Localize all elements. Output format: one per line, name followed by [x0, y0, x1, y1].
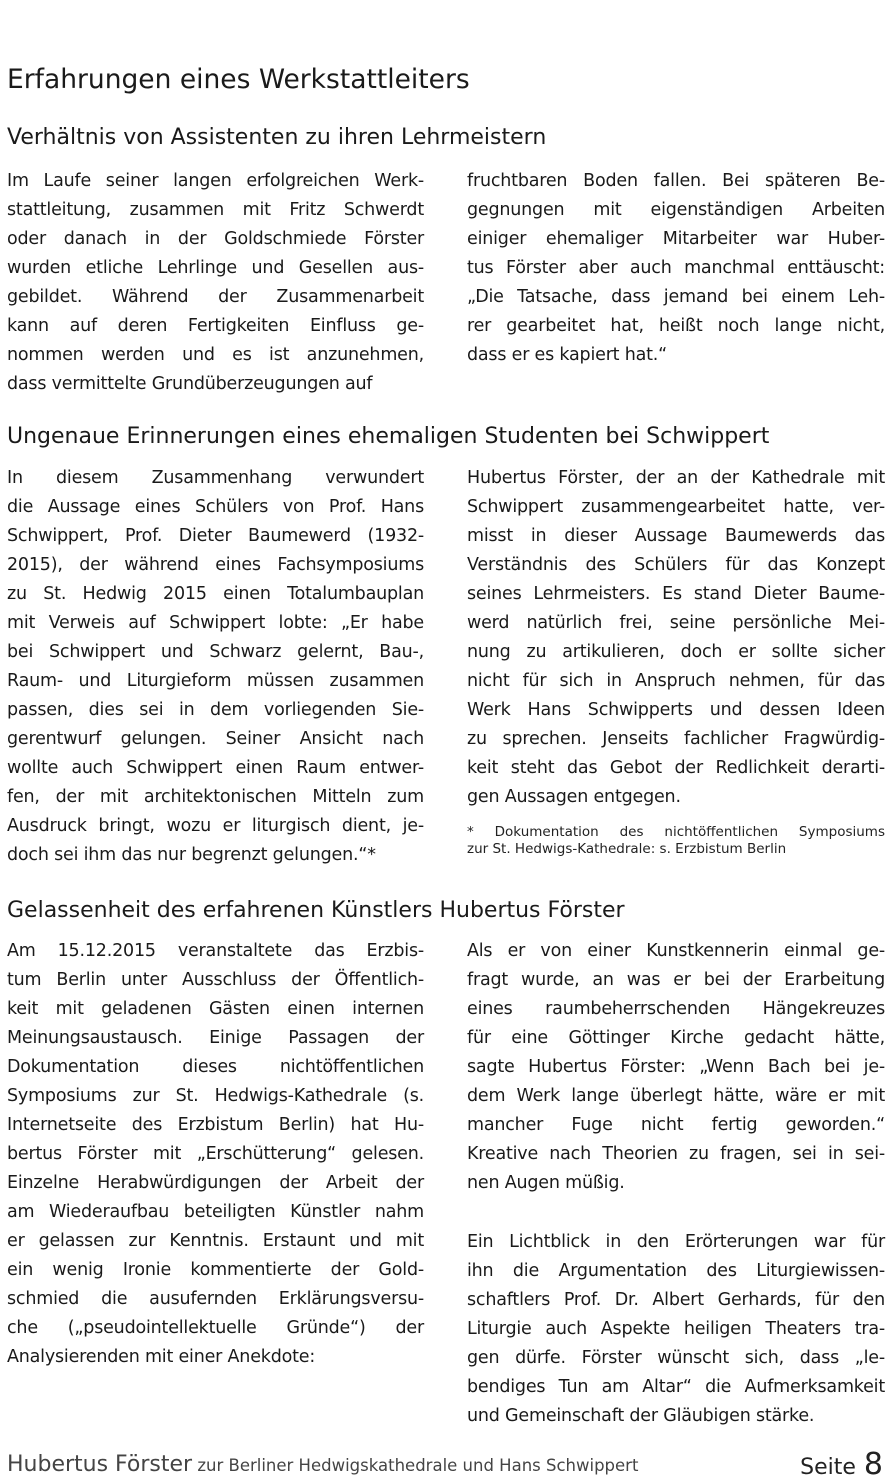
- text-line: Symposiums zur St. Hedwigs-Kathedrale (s.: [7, 1086, 424, 1106]
- text-line: fen, der mit architektonischen Mitteln zum: [7, 787, 424, 807]
- section-2-left-column: [7, 464, 424, 870]
- text-line: Analysierenden mit einer Anekdote:: [7, 1347, 316, 1367]
- text-line: zu sprechen. Jenseits fachlicher Fragwürdig-: [467, 729, 885, 749]
- text-line: nicht für sich in Anspruch nehmen, für das: [467, 671, 885, 691]
- text-line: ihn die Argumentation des Liturgiewissen-: [467, 1261, 885, 1281]
- text-line: * Dokumentation des nichtöffentlichen Symposiums: [467, 824, 885, 840]
- page-label: Seite: [800, 1455, 856, 1480]
- section-1-left-column: [7, 167, 424, 399]
- text-line: Hubertus Förster, der an der Kathedrale mit: [467, 468, 885, 488]
- text-line: tum Berlin unter Ausschluss der Öffentlich-: [7, 970, 424, 990]
- text-line: schaftlers Prof. Dr. Albert Gerhards, für den: [467, 1290, 885, 1310]
- text-line: dem Werk lange überlegt hätte, wäre er mit: [467, 1086, 885, 1106]
- text-line: Am 15.12.2015 veranstaltete das Erzbis-: [7, 941, 424, 961]
- section-2-right-column: [467, 464, 885, 812]
- text-line: Schwippert, Prof. Dieter Baumewerd (1932-: [7, 526, 424, 546]
- text-line: che („pseudointellektuelle Gründe“) der: [7, 1318, 424, 1338]
- text-line: sagte Hubertus Förster: „Wenn Bach bei je-: [467, 1057, 885, 1077]
- text-line: er gelassen zur Kenntnis. Erstaunt und mit: [7, 1231, 424, 1251]
- text-line: bei Schwippert und Schwarz gelernt, Bau-,: [7, 642, 424, 662]
- footnote: [467, 824, 885, 858]
- text-line: fruchtbaren Boden fallen. Bei späteren Be-: [467, 171, 885, 191]
- text-line: doch sei ihm das nur begrenzt gelungen.“*: [7, 845, 376, 865]
- text-line: und Gemeinschaft der Gläubigen stärke.: [467, 1406, 815, 1426]
- text-line: nung zu artikulieren, doch er sollte sicher: [467, 642, 885, 662]
- text-line: zu St. Hedwig 2015 einen Totalumbauplan: [7, 584, 424, 604]
- page-number: [800, 1447, 883, 1482]
- text-line: mit Verweis auf Schwippert lobte: „Er habe: [7, 613, 424, 633]
- text-line: wollte auch Schwippert einen Raum entwer-: [7, 758, 424, 778]
- text-line: Verständnis des Schülers für das Konzept: [467, 555, 885, 575]
- text-line: werd natürlich frei, seine persönliche Mei-: [467, 613, 885, 633]
- text-line: Ein Lichtblick in den Erörterungen war für: [467, 1232, 885, 1252]
- page-title: Erfahrungen eines Werkstattleiters: [7, 64, 470, 95]
- text-line: schmied die ausufernden Erklärungsversu-: [7, 1289, 424, 1309]
- text-line: rer gearbeitet hat, heißt noch lange nicht,: [467, 316, 885, 336]
- text-line: Als er von einer Kunstkennerin einmal ge-: [467, 941, 885, 961]
- text-line: dass vermittelte Grundüberzeugungen auf: [7, 374, 373, 394]
- text-line: gegnungen mit eigenständigen Arbeiten: [467, 200, 885, 220]
- text-line: fragt wurde, an was er bei der Erarbeitung: [467, 970, 885, 990]
- text-line: gebildet. Während der Zusammenarbeit: [7, 287, 424, 307]
- text-line: die Aussage eines Schülers von Prof. Hans: [7, 497, 424, 517]
- text-line: wurden etliche Lehrlinge und Gesellen aus-: [7, 258, 424, 278]
- section-3-right-paragraph-1: [467, 937, 885, 1198]
- text-line: In diesem Zusammenhang verwundert: [7, 468, 424, 488]
- section-heading-gelassenheit: Gelassenheit des erfahrenen Künstlers Hubertus Förster: [7, 898, 625, 923]
- footer-title: [7, 1452, 638, 1477]
- text-line: dass er es kapiert hat.“: [467, 345, 668, 365]
- text-line: eines raumbeherrschenden Hängekreuzes: [467, 999, 885, 1019]
- text-line: für eine Göttinger Kirche gedacht hätte,: [467, 1028, 885, 1048]
- text-line: nommen werden und es ist anzunehmen,: [7, 345, 424, 365]
- text-line: passen, dies sei in dem vorliegenden Sie-: [7, 700, 424, 720]
- text-line: Meinungsaustausch. Einige Passagen der: [7, 1028, 424, 1048]
- text-line: 2015), der während eines Fachsymposiums: [7, 555, 424, 575]
- text-line: Internetseite des Erzbistum Berlin) hat Hu-: [7, 1115, 424, 1135]
- text-line: zur St. Hedwigs-Kathedrale: s. Erzbistum Berlin: [467, 841, 787, 857]
- section-heading-erinnerungen: Ungenaue Erinnerungen eines ehemaligen Studenten bei Schwippert: [7, 424, 770, 449]
- text-line: seines Lehrmeisters. Es stand Dieter Baume-: [467, 584, 885, 604]
- text-line: misst in dieser Aussage Baumewerds das: [467, 526, 885, 546]
- text-line: keit steht das Gebot der Redlichkeit derarti-: [467, 758, 885, 778]
- footer-author: Hubertus Förster: [7, 1452, 193, 1477]
- text-line: gerentwurf gelungen. Seiner Ansicht nach: [7, 729, 424, 749]
- text-line: Einzelne Herabwürdigungen der Arbeit der: [7, 1173, 424, 1193]
- section-heading-assistenten: Verhältnis von Assistenten zu ihren Lehrmeistern: [7, 125, 547, 150]
- text-line: Dokumentation dieses nichtöffentlichen: [7, 1057, 424, 1077]
- text-line: gen dürfe. Förster wünscht sich, dass „le-: [467, 1348, 885, 1368]
- text-line: mancher Fuge nicht fertig geworden.“: [467, 1115, 885, 1135]
- text-line: Werk Hans Schwipperts und dessen Ideen: [467, 700, 885, 720]
- text-line: stattleitung, zusammen mit Fritz Schwerdt: [7, 200, 424, 220]
- text-line: „Die Tatsache, dass jemand bei einem Leh-: [467, 287, 885, 307]
- text-line: Ausdruck bringt, wozu er liturgisch dient, je-: [7, 816, 424, 836]
- text-line: Raum- und Liturgieform müssen zusammen: [7, 671, 424, 691]
- text-line: keit mit geladenen Gästen einen internen: [7, 999, 424, 1019]
- text-line: bendiges Tun am Altar“ die Aufmerksamkeit: [467, 1377, 885, 1397]
- text-line: Liturgie auch Aspekte heiligen Theaters tra-: [467, 1319, 885, 1339]
- section-3-right-paragraph-2: [467, 1228, 885, 1431]
- text-line: Schwippert zusammengearbeitet hatte, ver-: [467, 497, 885, 517]
- text-line: bertus Förster mit „Erschütterung“ gelesen.: [7, 1144, 424, 1164]
- text-line: Im Laufe seiner langen erfolgreichen Werk-: [7, 171, 424, 191]
- text-line: oder danach in der Goldschmiede Förster: [7, 229, 424, 249]
- text-line: gen Aussagen entgegen.: [467, 787, 681, 807]
- section-1-right-column: [467, 167, 885, 370]
- text-line: einiger ehemaliger Mitarbeiter war Huber-: [467, 229, 885, 249]
- text-line: tus Förster aber auch manchmal enttäuscht:: [467, 258, 885, 278]
- footer-subtitle: zur Berliner Hedwigskathedrale und Hans Schwippert: [192, 1456, 639, 1475]
- text-line: kann auf deren Fertigkeiten Einfluss ge-: [7, 316, 424, 336]
- page-number-value: 8: [863, 1447, 883, 1482]
- text-line: nen Augen müßig.: [467, 1173, 625, 1193]
- text-line: am Wiederaufbau beteiligten Künstler nahm: [7, 1202, 424, 1222]
- section-3-left-column: [7, 937, 424, 1372]
- text-line: ein wenig Ironie kommentierte der Gold-: [7, 1260, 424, 1280]
- text-line: Kreative nach Theorien zu fragen, sei in sei-: [467, 1144, 885, 1164]
